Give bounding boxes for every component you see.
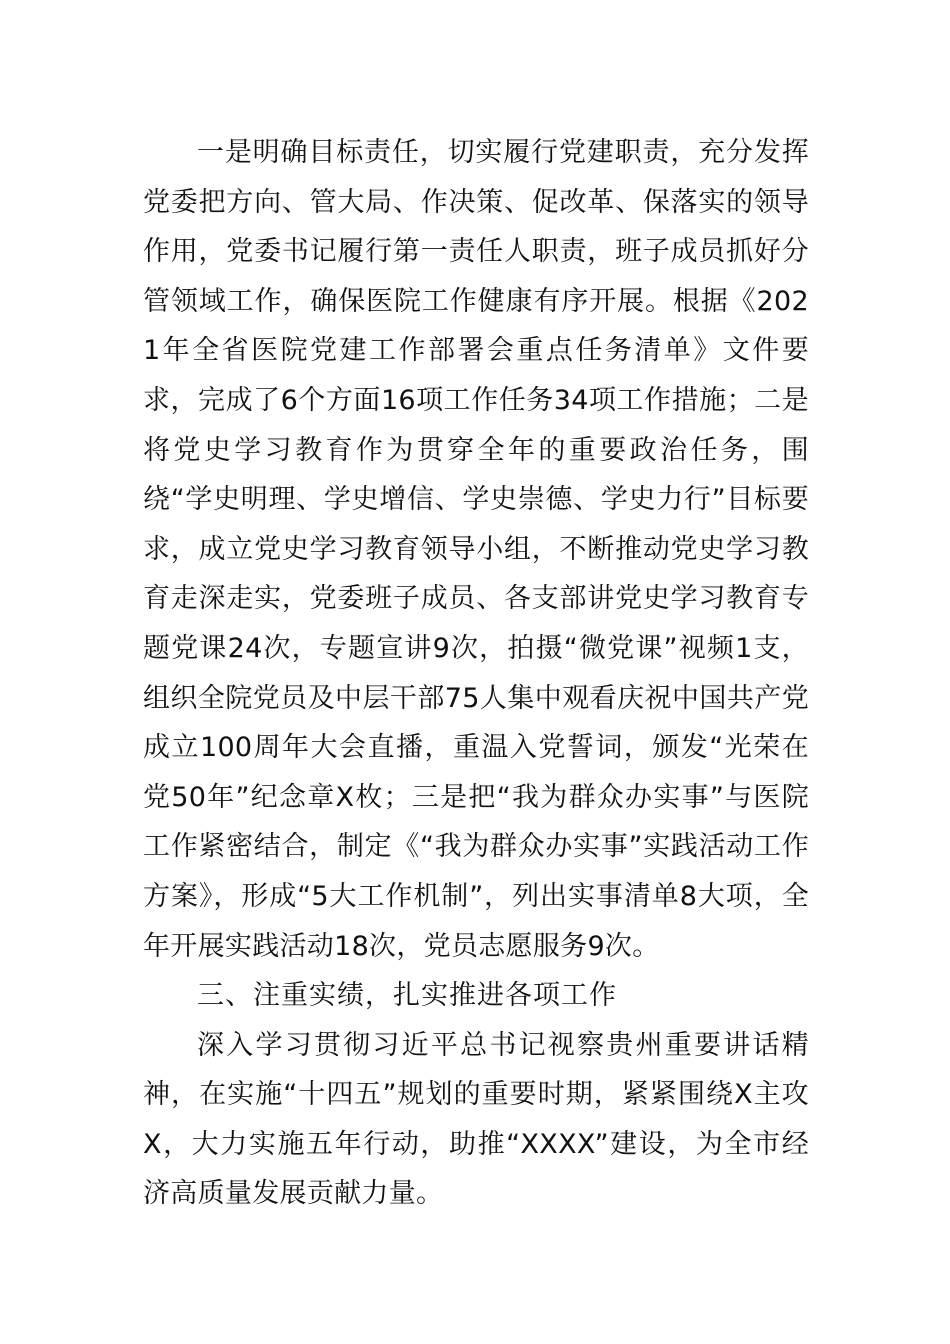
paragraph-implementation: 深入学习贯彻习近平总书记视察贵州重要讲话精神，在实施“十四五”规划的重要时期，紧紧围绕X主攻X，大力实施五年行动，助推“XXXX”建设，为全市经济高质量发展贡献力量。 — [143, 1029, 809, 1210]
paragraph-party-building: 一是明确目标责任，切实履行党建职责，充分发挥党委把方向、管大局、作决策、促改革、保落实的领导作用，党委书记履行第一责任人职责，班子成员抓好分管领域工作，确保医院工作健康有序开展。根据《2021年全省医院党建工作部署会重点任务清单》文件要求，完成了6个方面16项工作任务34项工作措施；二是将党史学习教育作为贯穿全年的重要政治任务，围绕“学史明理、学史增信、学史崇德、学史力行”目标要求，成立党史学习教育领导小组，不断推动党史学习教育走深走实，党委班子成员、各支部讲党史学习教育专题党课24次，专题宣讲9次，拍摄“微党课”视频1支，组织全院党员及中层干部75人集中观看庆祝中国共产党成立100周年大会直播，重温入党誓词，颁发“光荣在党50年”纪念章X枚；三是把“我为群众办实事”与医院工作紧密结合，制定《“我为群众办实事”实践活动工作方案》，形成“5大工作机制”，列出实事清单8大项，全年开展实践活动18次，党员志愿服务9次。 — [143, 137, 809, 962]
document-body — [143, 128, 809, 1219]
section-heading: 三、注重实绩，扎实推进各项工作 — [197, 980, 617, 1012]
